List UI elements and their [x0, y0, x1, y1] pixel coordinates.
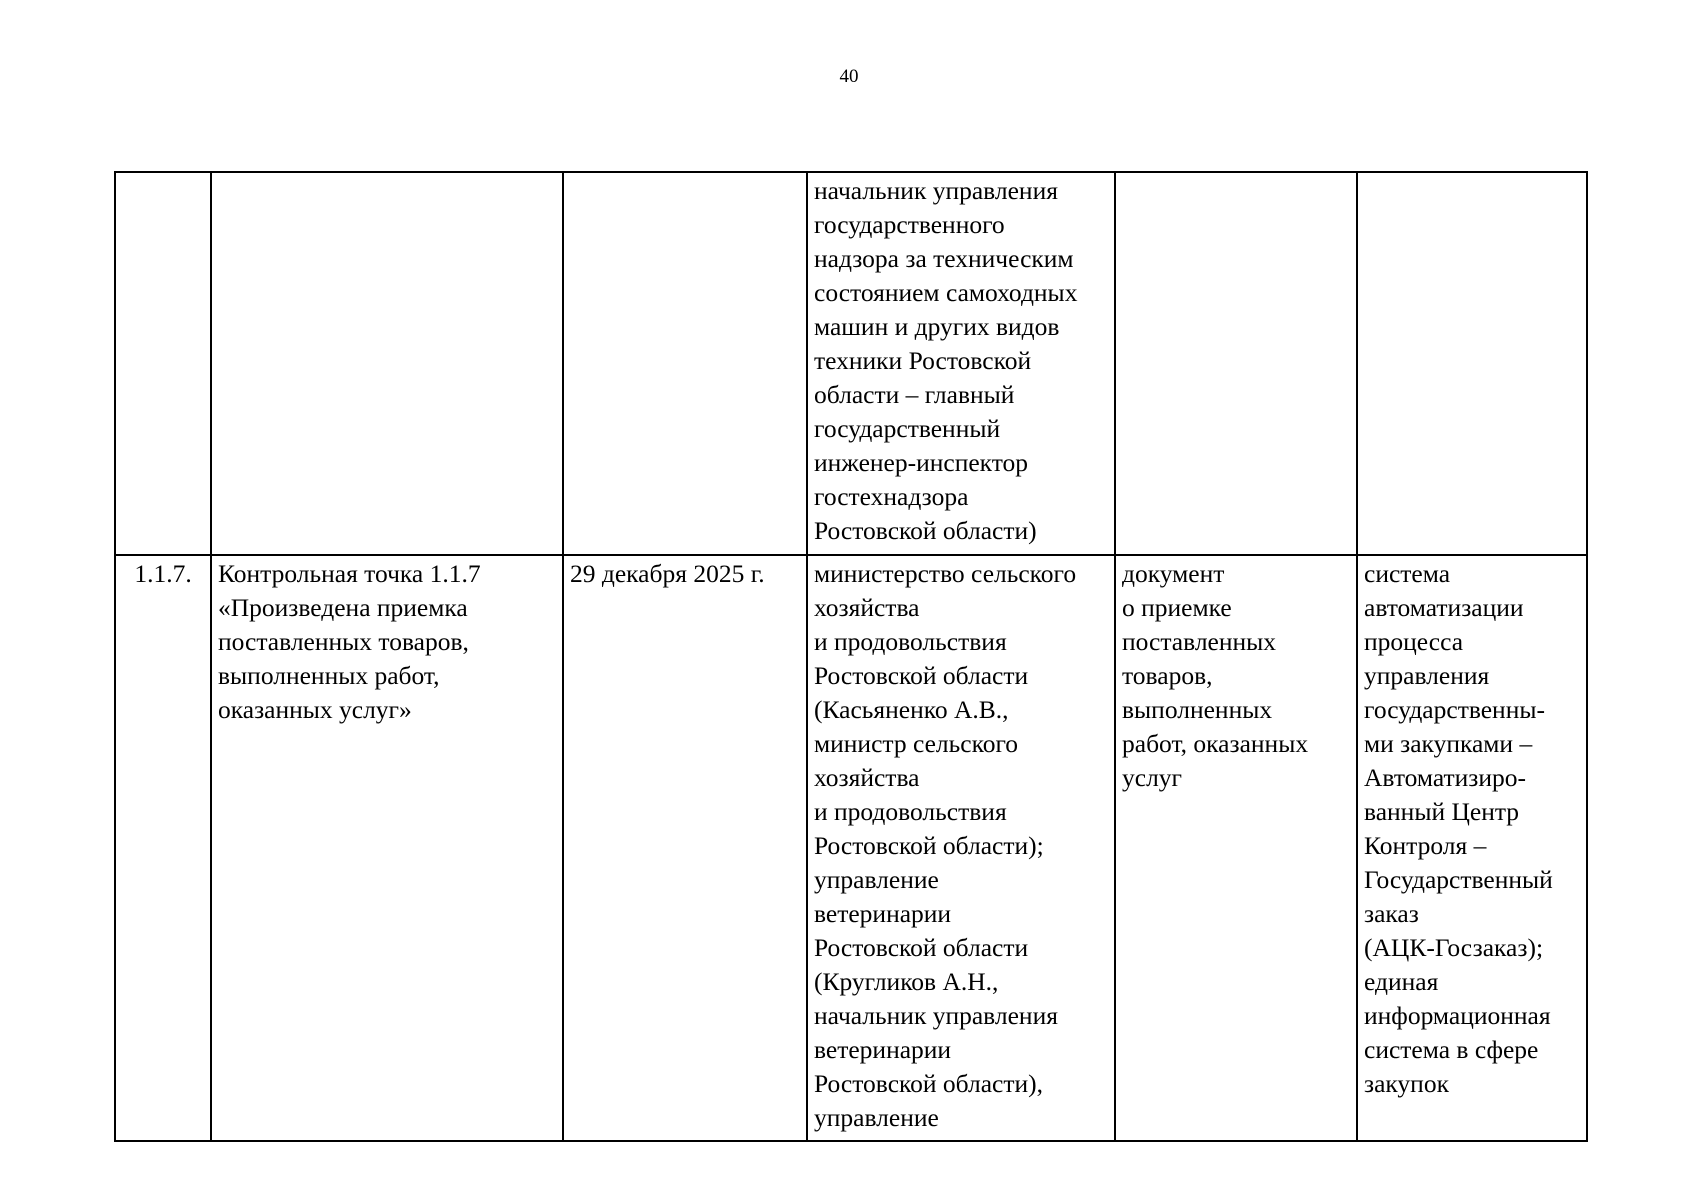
cell-responsible-line: и продовольствия — [814, 797, 1007, 826]
cell-information-system-line: процесса — [1364, 627, 1464, 656]
cell-responsible-line: ветеринарии — [814, 1035, 952, 1064]
cell-responsible-line: гостехнадзора — [814, 482, 969, 511]
cell-responsible-line: области – главный — [814, 380, 1015, 409]
cell-responsible-line: техники Ростовской — [814, 346, 1032, 375]
cell-information-system-line: закупок — [1364, 1069, 1449, 1098]
cell-document-line: товаров, — [1122, 661, 1213, 690]
cell-responsible-line: надзора за техническим — [814, 244, 1074, 273]
cell-responsible-line: министр сельского — [814, 729, 1019, 758]
cell-responsible-line: Ростовской области — [814, 933, 1029, 962]
cell-information-system-line: информационная — [1364, 1001, 1551, 1030]
cell-information-system-line: ми закупками – — [1364, 729, 1533, 758]
table-row — [115, 172, 1587, 555]
cell-responsible-line: (Кругликов А.Н., — [814, 967, 999, 996]
cell-information-system-line: государственны- — [1364, 695, 1545, 724]
cell-document — [1115, 555, 1357, 1141]
cell-document-line: работ, оказанных — [1122, 729, 1309, 758]
cell-document-line: выполненных — [1122, 695, 1273, 724]
cell-event-name-line: оказанных услуг» — [218, 695, 412, 724]
cell-event-name-line: выполненных работ, — [218, 661, 440, 690]
cell-event-name-line: Контрольная точка 1.1.7 — [218, 559, 481, 588]
cell-responsible-line: инженер-инспектор — [814, 448, 1029, 477]
cell-responsible-line: государственного — [814, 210, 1005, 239]
cell-responsible-line: начальник управления — [814, 176, 1058, 205]
cell-number — [115, 172, 211, 555]
cell-information-system-line: ванный Центр — [1364, 797, 1520, 826]
cell-responsible-line: Ростовской области) — [814, 516, 1037, 545]
cell-event-name-line: поставленных товаров, — [218, 627, 469, 656]
cell-document-line: документ — [1122, 559, 1225, 588]
cell-responsible-line: ветеринарии — [814, 899, 952, 928]
cell-responsible — [807, 555, 1115, 1141]
cell-responsible-line: Ростовской области — [814, 661, 1029, 690]
cell-responsible-line: Ростовской области); — [814, 831, 1044, 860]
cell-responsible-line: начальник управления — [814, 1001, 1058, 1030]
cell-document-line: поставленных — [1122, 627, 1277, 656]
cell-event-name — [211, 172, 563, 555]
cell-information-system-line: Государственный — [1364, 865, 1553, 894]
cell-document-line: услуг — [1122, 763, 1183, 792]
cell-information-system-line: Автоматизиро- — [1364, 763, 1527, 792]
cell-document-line: о приемке — [1122, 593, 1232, 622]
cell-responsible-line: управление — [814, 865, 939, 894]
cell-responsible-line: министерство сельского — [814, 559, 1077, 588]
cell-responsible-line: хозяйства — [814, 763, 920, 792]
cell-information-system-line: автоматизации — [1364, 593, 1524, 622]
cell-responsible-line: Ростовской области), — [814, 1069, 1043, 1098]
cell-responsible-line: (Касьяненко А.В., — [814, 695, 1009, 724]
cell-responsible-line: хозяйства — [814, 593, 920, 622]
cell-information-system-line: управления — [1364, 661, 1490, 690]
cell-information-system-line: единая — [1364, 967, 1439, 996]
cell-event-name-line: «Произведена приемка — [218, 593, 468, 622]
cell-information-system-line: (АЦК-Госзаказ); — [1364, 933, 1544, 962]
cell-responsible — [807, 172, 1115, 555]
cell-information-system-line: Контроля – — [1364, 831, 1487, 860]
cell-information-system — [1357, 172, 1587, 555]
cell-responsible-line: и продовольствия — [814, 627, 1007, 656]
cell-information-system-line: система в сфере — [1364, 1035, 1539, 1064]
cell-event-name — [211, 555, 563, 1141]
table-body — [115, 172, 1587, 1141]
cell-number — [115, 555, 211, 1141]
cell-information-system-line: система — [1364, 559, 1451, 588]
cell-date — [563, 555, 807, 1141]
cell-date — [563, 172, 807, 555]
cell-document — [1115, 172, 1357, 555]
table-row — [115, 555, 1587, 1141]
cell-responsible-line: состоянием самоходных — [814, 278, 1078, 307]
cell-date-text: 29 декабря 2025 г. — [570, 559, 765, 588]
cell-responsible-line: машин и других видов — [814, 312, 1060, 341]
cell-responsible-line: управление — [814, 1103, 939, 1132]
cell-information-system — [1357, 555, 1587, 1141]
cell-responsible-line: государственный — [814, 414, 1001, 443]
page-number: 40 — [839, 66, 859, 87]
cell-information-system-line: заказ — [1364, 899, 1419, 928]
cell-number-text: 1.1.7. — [134, 559, 192, 588]
control-points-table — [114, 171, 1588, 1142]
